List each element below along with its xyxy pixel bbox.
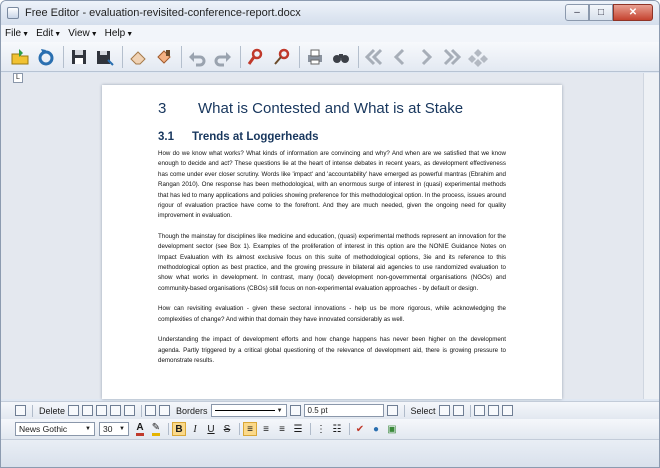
select-button[interactable]: Select	[410, 405, 436, 416]
border-color-icon[interactable]	[387, 405, 398, 416]
borders-icon[interactable]	[159, 405, 170, 416]
next-page-icon	[416, 47, 436, 67]
bullet-list-button[interactable]	[330, 422, 344, 436]
toolbar-separator	[63, 46, 64, 68]
chevron-down-icon: ▼	[85, 426, 91, 432]
font-size-select[interactable]	[99, 422, 129, 436]
paragraph: How do we know what works? What kinds of information are convincing and why? And when are we satisfied that we know enough to decide and act? These questions lie at the heart of intense debates in recent years, as development effectiveness has come under ever closer scrutiny. Words like 'impact' and 'accountability' have emerged as powerful mantras (Ebrahim and Rangan 2010). One response has been methodological, with an enormous surge of interest in (quasi) experimental methods that has led to many applications and policies showing preference for this methodological option. In the process, issues around rigour of evaluation practice have come to the forefront. And they are much needed, given the ongoing need for quality improvement in evaluation.	[158, 150, 506, 220]
redo-icon	[213, 47, 233, 67]
toolbar-separator	[358, 46, 359, 68]
toolbar-separator	[299, 46, 300, 68]
borders-button[interactable]: Borders	[176, 405, 208, 416]
heading-1	[158, 95, 506, 121]
align-center-icon: ≡	[263, 423, 269, 435]
highlight-icon: ✎	[152, 422, 160, 436]
window-controls	[565, 4, 653, 21]
toolbar-separator	[310, 423, 311, 435]
window-title: Free Editor - evaluation-revisited-conference-report.docx	[25, 7, 301, 19]
toolbar-separator	[240, 46, 241, 68]
image-icon: ▣	[387, 423, 397, 435]
border-width-select[interactable]	[304, 404, 384, 417]
menu-file-label: File	[5, 28, 22, 39]
refresh-icon	[36, 47, 56, 67]
insert-column-icon[interactable]	[110, 405, 121, 416]
menu-edit[interactable]	[36, 28, 61, 39]
save-button[interactable]	[68, 46, 90, 68]
chevron-down-icon: ▼	[119, 426, 125, 432]
vertical-scrollbar[interactable]	[643, 73, 659, 399]
paragraph: Understanding the impact of development efforts and how change happens has never been higher on the development agenda. Partly triggered by a critical global questioning of the relevance of development aid, there is growing pressure to demonstrate results.	[158, 336, 506, 364]
format-toolbar	[1, 419, 659, 439]
first-page-icon	[364, 47, 384, 67]
align-left-icon: ≡	[247, 423, 253, 435]
diamond-icon	[468, 47, 488, 67]
title-bar	[1, 1, 659, 25]
toolbar-separator	[181, 46, 182, 68]
paint-button[interactable]	[153, 46, 175, 68]
heading-2	[158, 125, 506, 149]
prev-page-icon	[390, 47, 410, 67]
table-icon[interactable]	[15, 405, 26, 416]
print-button[interactable]	[304, 46, 326, 68]
justify-icon: ☰	[293, 423, 303, 435]
grid-icon[interactable]	[474, 405, 485, 416]
highlight-color-button[interactable]	[149, 422, 163, 436]
cell-props-icon[interactable]	[502, 405, 513, 416]
chevron-down-icon: ▼	[276, 407, 283, 414]
eraser-button[interactable]	[127, 46, 149, 68]
toolbar-separator	[470, 405, 471, 417]
chevron-down-icon: ▼	[22, 31, 30, 38]
strikethrough-button[interactable]	[220, 422, 234, 436]
replace-icon	[272, 47, 292, 67]
menu-view[interactable]	[68, 28, 97, 39]
main-toolbar	[1, 42, 659, 72]
last-page-icon	[442, 47, 462, 67]
align-right-button[interactable]	[275, 422, 289, 436]
menu-edit-label: Edit	[36, 28, 54, 39]
menu-file[interactable]	[5, 28, 29, 39]
bold-icon: B	[175, 423, 183, 435]
text-color-button[interactable]	[133, 422, 147, 436]
align-center-button[interactable]	[259, 422, 273, 436]
find-button[interactable]	[245, 46, 267, 68]
chevron-down-icon: ▼	[90, 31, 98, 38]
heading-2-text: Trends at Loggerheads	[192, 131, 319, 143]
heading-1-number: 3	[158, 99, 167, 117]
text-color-icon: A	[136, 422, 143, 436]
undo-button[interactable]	[186, 46, 208, 68]
bullet-list-icon: ☷	[332, 423, 342, 435]
find-icon	[246, 47, 266, 67]
split-cells-icon[interactable]	[145, 405, 156, 416]
save-as-button[interactable]	[94, 46, 116, 68]
binoculars-button[interactable]	[330, 46, 352, 68]
menu-help[interactable]	[105, 28, 134, 39]
prev-page-button[interactable]	[389, 46, 411, 68]
merge-cells-icon[interactable]	[124, 405, 135, 416]
toolbar-separator	[239, 423, 240, 435]
toolbar-separator	[404, 405, 405, 417]
undo-icon	[187, 47, 207, 67]
web-button[interactable]	[369, 422, 383, 436]
justify-button[interactable]	[291, 422, 305, 436]
font-name-value: News Gothic	[19, 424, 68, 434]
menu-bar	[1, 25, 659, 42]
border-width-value: 0.5 pt	[307, 406, 328, 415]
minimize-button[interactable]: –	[565, 4, 589, 21]
font-size-value: 30	[103, 424, 113, 434]
binoculars-icon	[331, 47, 351, 67]
align-right-icon: ≡	[279, 423, 285, 435]
toolbar-separator	[349, 423, 350, 435]
globe-icon: ●	[372, 423, 380, 435]
redo-button[interactable]	[212, 46, 234, 68]
maximize-button[interactable]: □	[589, 4, 613, 21]
status-bar	[1, 439, 659, 467]
table-props-icon[interactable]	[488, 405, 499, 416]
underline-icon: U	[207, 423, 215, 435]
replace-button[interactable]	[271, 46, 293, 68]
next-page-button[interactable]	[415, 46, 437, 68]
select-table-icon[interactable]	[439, 405, 450, 416]
align-left-button[interactable]	[243, 422, 257, 436]
document-page[interactable]	[102, 85, 562, 399]
heading-1-text: What is Contested and What is at Stake	[198, 99, 464, 117]
save-icon	[69, 47, 89, 67]
open-icon	[10, 47, 30, 67]
spellcheck-button[interactable]	[353, 422, 367, 436]
menu-view-label: View	[68, 28, 90, 39]
last-page-button[interactable]	[441, 46, 463, 68]
paragraph: Though the mainstay for disciplines like medicine and education, (quasi) experimental methods represent an innovation for the development sector (see Box 1). Examples of the proliferation of interest in this option are the NONIE Guidance Notes on Impact Evaluation with its almost exclusive focus on this suite of methodological options, 3ie and its reference to this methodological option as best practice, and the growing pressure in bilateral aid agencies to use randomized evaluation to show what works in development. In contrast, many (local) development non-governmental organisations (NGOs) and community-based organisations (CBOs) still focus on non-experimental evaluation approaches - by default or design.	[158, 232, 506, 292]
line-width-icon	[290, 405, 301, 416]
document-area[interactable]	[1, 73, 659, 399]
underline-button[interactable]	[204, 422, 218, 436]
toolbar-separator	[32, 405, 33, 417]
toolbar-separator	[168, 423, 169, 435]
line-style-select[interactable]	[211, 404, 287, 417]
line-style-preview	[215, 410, 275, 411]
heading-2-number: 3.1	[158, 131, 174, 143]
chevron-down-icon: ▼	[54, 31, 62, 38]
delete-row-icon[interactable]	[68, 405, 79, 416]
toolbar-separator	[141, 405, 142, 417]
image-button[interactable]	[385, 422, 399, 436]
first-page-button[interactable]	[363, 46, 385, 68]
numbered-list-button[interactable]	[314, 422, 328, 436]
open-button[interactable]	[9, 46, 31, 68]
delete-button[interactable]: Delete	[39, 405, 66, 416]
table-toolbar	[1, 401, 659, 419]
print-icon	[305, 47, 325, 67]
font-name-select[interactable]	[15, 422, 95, 436]
page-content	[158, 95, 506, 376]
paragraph: How can revisiting evaluation - given these sectoral innovations - help us be more rigorous, while acknowledging the complexities of change? And within that domain they have innovated considerably as well.	[158, 305, 506, 323]
paint-icon	[154, 47, 174, 67]
close-button[interactable]: ✕	[613, 4, 653, 21]
eraser-icon	[128, 47, 148, 67]
numbered-list-icon: ⋮	[316, 423, 326, 435]
refresh-button[interactable]	[35, 46, 57, 68]
spellcheck-icon: ✔	[355, 423, 365, 435]
toolbar-separator	[122, 46, 123, 68]
bold-button[interactable]	[172, 422, 186, 436]
italic-button[interactable]	[188, 422, 202, 436]
app-icon	[7, 7, 19, 19]
ruler-toggle-icon[interactable]: L	[13, 73, 23, 83]
delete-column-icon[interactable]	[82, 405, 93, 416]
select-cell-icon[interactable]	[453, 405, 464, 416]
chevron-down-icon: ▼	[126, 31, 134, 38]
save-as-icon	[95, 47, 115, 67]
diamond-button[interactable]	[467, 46, 489, 68]
insert-row-icon[interactable]	[96, 405, 107, 416]
menu-help-label: Help	[104, 28, 126, 39]
italic-icon: I	[193, 423, 197, 435]
strikethrough-icon: S	[223, 423, 231, 435]
